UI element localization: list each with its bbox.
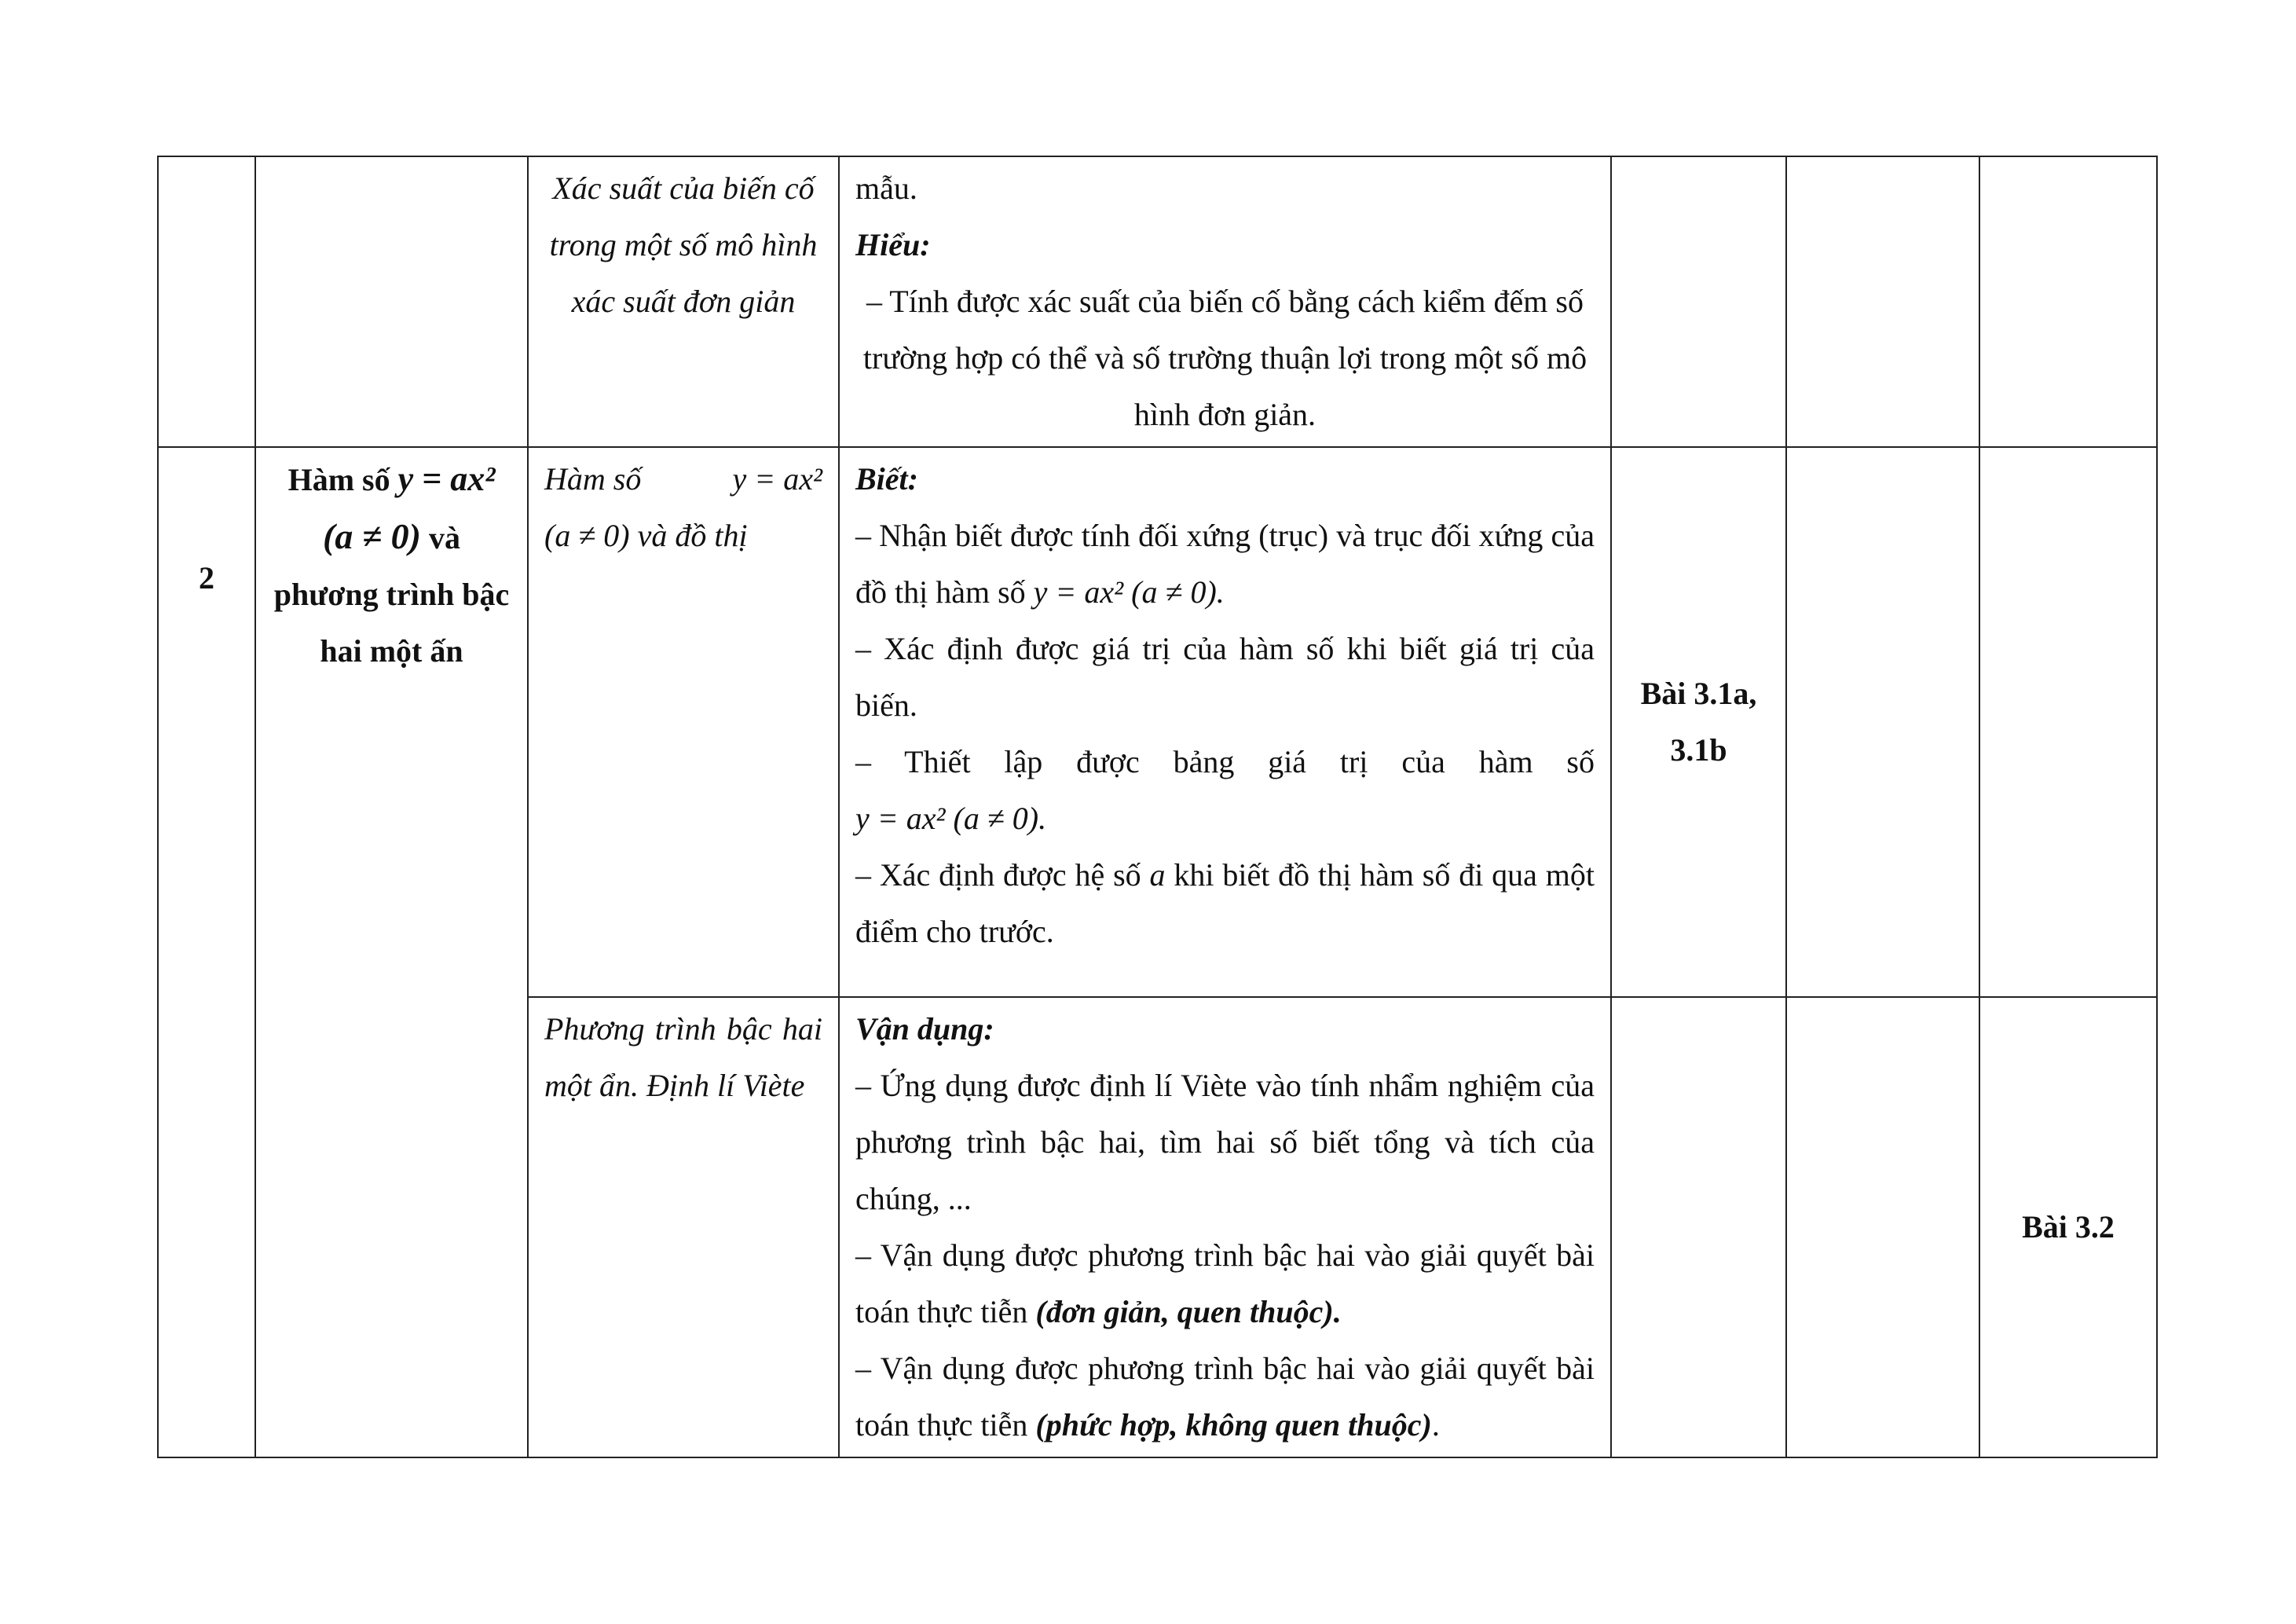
- requirement-text: – Nhận biết được tính đối xứng (trục) và trục đối xứng của đồ thị hàm số: [855, 518, 1595, 610]
- exercise-cell: [1786, 156, 1979, 447]
- topic-formula: y = ax²: [397, 460, 496, 498]
- exercise-cell: [1611, 156, 1786, 447]
- requirement-text: khi biết đồ thị hàm số đi qua một điểm cho trước.: [855, 857, 1595, 949]
- content-formula: y = ax²: [732, 461, 822, 497]
- requirement-text: – Vận dụng được phương trình bậc hai vào giải quyết bài toán thực tiễn: [855, 1237, 1595, 1329]
- content-cell: [528, 156, 839, 447]
- level-label: Biết:: [855, 461, 918, 497]
- topic-rest: phương trình bậc hai một ấn: [273, 577, 510, 669]
- exercise-cell: [1786, 997, 1979, 1457]
- requirement-lead: mẫu.: [855, 170, 917, 206]
- exercise-cell: [1611, 447, 1786, 997]
- requirement-item: [855, 1340, 1595, 1454]
- knowledge-matrix-table: [157, 156, 2158, 1458]
- requirement-text: .: [1431, 1407, 1440, 1443]
- requirement-variable: a: [1149, 857, 1166, 893]
- requirement-formula: y = ax² (a ≠ 0).: [855, 801, 1047, 836]
- table-row: [158, 156, 2157, 447]
- requirements-cell: [839, 156, 1611, 447]
- requirement-item: – Ứng dụng được định lí Viète vào tính nhẩm nghiệm của phương trình bậc hai, tìm hai số biết tổng và tích của chúng, ...: [855, 1068, 1595, 1216]
- level-label: Hiểu:: [855, 227, 931, 262]
- requirement-item: – Tính được xác suất của biến cố bằng cách kiểm đếm số trường hợp có thể và số trường thuận lợi trong một số mô hình đơn giản.: [862, 284, 1587, 432]
- level-label: Vận dụng:: [855, 1011, 994, 1047]
- content-text: Phương trình bậc hai một ẩn. Định lí Viète: [544, 1011, 822, 1103]
- requirement-text: – Vận dụng được phương trình bậc hai vào giải quyết bài toán thực tiễn: [855, 1351, 1595, 1443]
- requirement-formula: y = ax²: [1033, 574, 1124, 610]
- exercise-cell: [1611, 997, 1786, 1457]
- requirements-cell: [839, 447, 1611, 997]
- topic-word: Hàm số: [287, 462, 390, 497]
- topic-and: và: [428, 520, 460, 555]
- number-cell: [158, 156, 255, 447]
- requirement-item: [855, 508, 1595, 621]
- requirement-item: [855, 1227, 1595, 1340]
- topic-condition: (a ≠ 0): [323, 516, 421, 556]
- requirement-text: – Xác định được hệ số: [855, 857, 1141, 893]
- requirement-condition: (a ≠ 0).: [1131, 574, 1225, 610]
- table-row: [158, 447, 2157, 997]
- exercise-label: Bài 3.2: [2022, 1209, 2115, 1245]
- number-cell: [158, 447, 255, 1457]
- content-word: Hàm số: [544, 461, 642, 497]
- exercise-cell: [1979, 156, 2157, 447]
- topic-cell: [255, 447, 528, 1457]
- content-cell: [528, 997, 839, 1457]
- requirements-cell: [839, 997, 1611, 1457]
- exercise-cell: [1979, 447, 2157, 997]
- content-text: Xác suất của biến cố trong một số mô hình xác suất đơn giản: [549, 170, 818, 319]
- requirement-item: – Thiết lập được bảng giá trị của hàm số: [855, 744, 1595, 779]
- requirement-emphasis: (phức hợp, không quen thuộc): [1035, 1407, 1432, 1443]
- content-cell: [528, 447, 839, 997]
- content-condition: (a ≠ 0): [544, 518, 630, 553]
- exercise-cell: [1979, 997, 2157, 1457]
- requirement-item: [855, 847, 1595, 960]
- requirement-item: – Xác định được giá trị của hàm số khi biết giá trị của biến.: [855, 631, 1595, 723]
- content-rest: và đồ thị: [637, 518, 748, 553]
- exercise-cell: [1786, 447, 1979, 997]
- exercise-label: Bài 3.1a, 3.1b: [1640, 676, 1757, 768]
- requirement-emphasis: (đơn giản, quen thuộc).: [1035, 1294, 1342, 1329]
- topic-cell: [255, 156, 528, 447]
- row-number: 2: [199, 560, 214, 596]
